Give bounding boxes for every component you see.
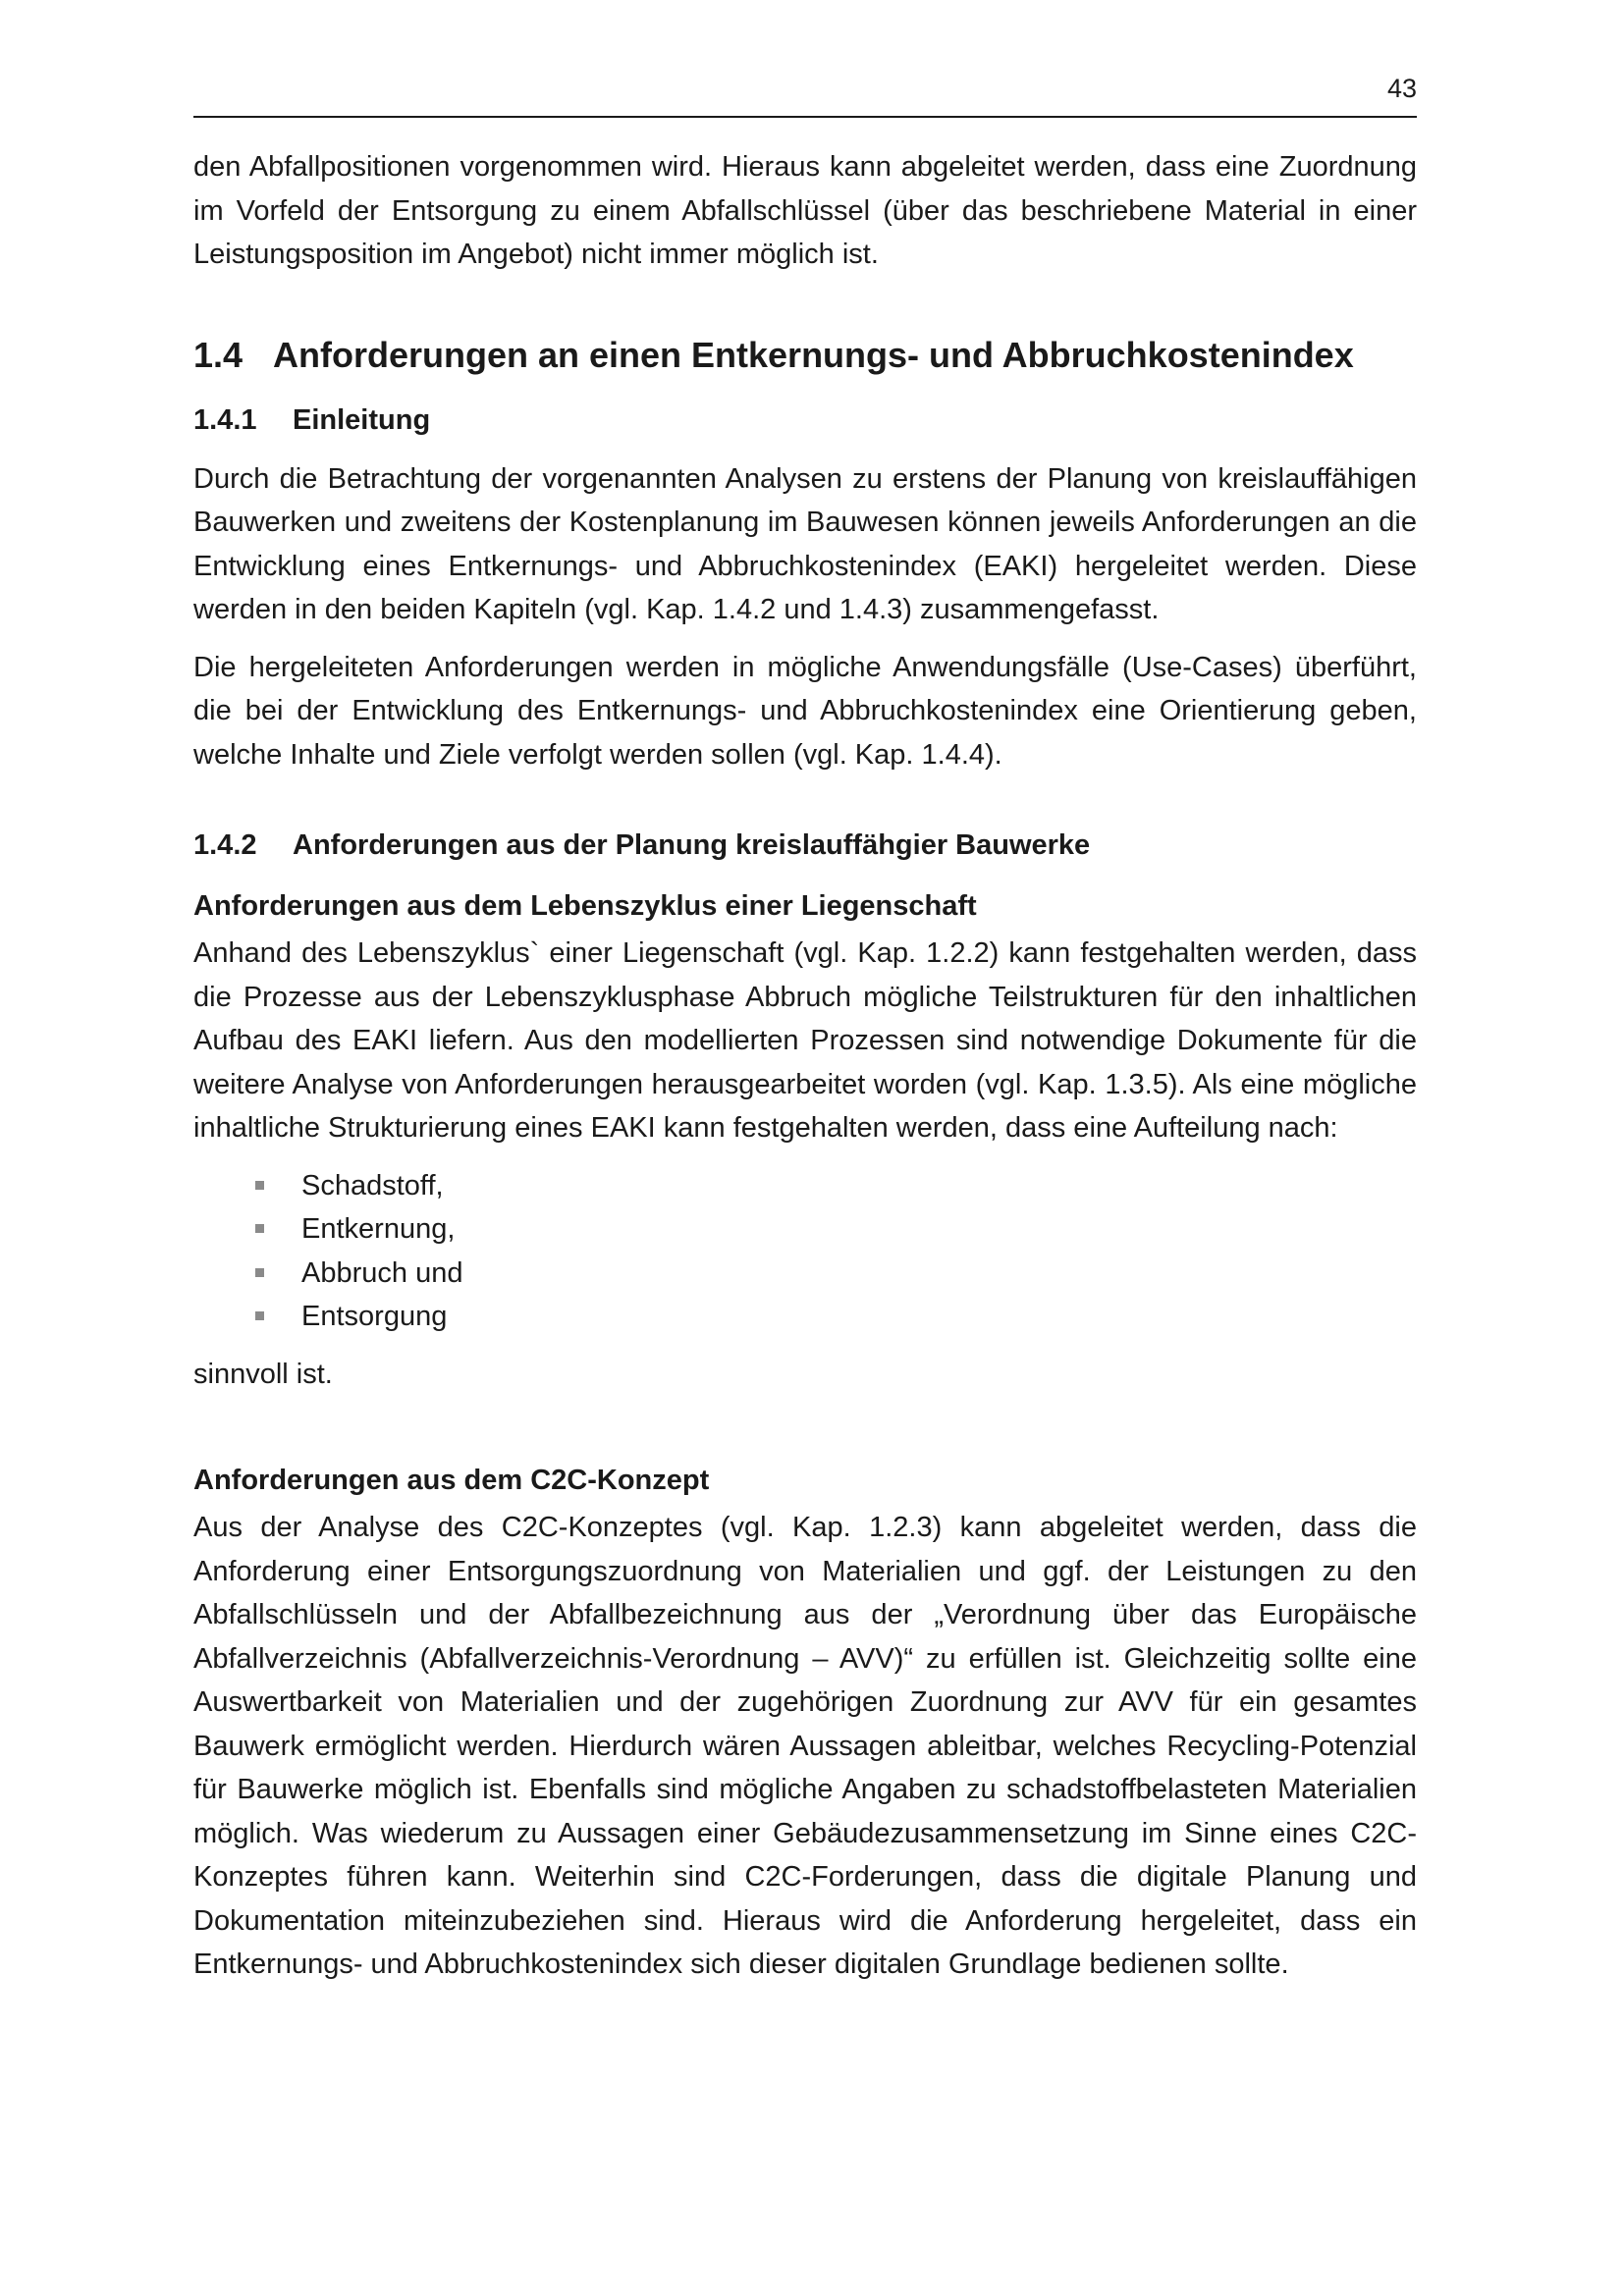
section-number: 1.4.2 bbox=[193, 829, 257, 861]
list-item-text: Entsorgung bbox=[301, 1301, 448, 1332]
section-number: 1.4.1 bbox=[193, 403, 257, 436]
section-title: Einleitung bbox=[293, 403, 431, 436]
structure-list bbox=[193, 1164, 1417, 1339]
list-item-text: Schadstoff, bbox=[301, 1169, 444, 1201]
lifecycle-heading: Anforderungen aus dem Lebenszyklus einer Liegenschaft bbox=[193, 890, 977, 922]
list-item bbox=[193, 1295, 1417, 1339]
section-heading-1-4-1 bbox=[193, 400, 1417, 440]
einleitung-paragraph-1: Durch die Betrachtung der vorgenannten Analysen zu erstens der Planung von kreislauffähigen Bauwerken und zweitens der Kostenplanung im Bauwesen können jeweils Anforderungen an die Entwicklung eines Entkernungs- und Abbruchkostenindex (EAKI) hergeleitet werden. Diese werden in den beiden Kapiteln (vgl. Kap. 1.4.2 und 1.4.3) zusammengefasst. bbox=[193, 462, 1417, 625]
page-content bbox=[193, 145, 1417, 1987]
square-bullet-icon bbox=[255, 1311, 264, 1320]
intro-paragraph: den Abfallpositionen vorgenommen wird. Hieraus kann abgeleitet werden, dass eine Zuordnung im Vorfeld der Entsorgung zu einem Abfallschlüssel (über das beschriebene Material in einer Leistungsposition im Angebot) nicht immer möglich ist. bbox=[193, 151, 1417, 270]
section-number: 1.4 bbox=[193, 334, 243, 375]
page-header bbox=[193, 69, 1417, 118]
list-item-text: Entkernung, bbox=[301, 1213, 456, 1245]
square-bullet-icon bbox=[255, 1181, 264, 1190]
lifecycle-closing: sinnvoll ist. bbox=[193, 1358, 333, 1390]
list-item bbox=[193, 1252, 1417, 1296]
section-title: Anforderungen an einen Entkernungs- und Abbruchkostenindex bbox=[273, 334, 1354, 375]
square-bullet-icon bbox=[255, 1224, 264, 1233]
square-bullet-icon bbox=[255, 1268, 264, 1277]
lifecycle-paragraph: Anhand des Lebenszyklus` einer Liegenschaft (vgl. Kap. 1.2.2) kann festgehalten werden, dass die Prozesse aus der Lebenszyklusphase Abbruch mögliche Teilstrukturen für den inhaltlichen Aufbau des EAKI liefern. Aus den modellierten Prozessen sind notwendige Dokumente für die weitere Analyse von Anforderungen herausgearbeitet worden (vgl. Kap. 1.3.5). Als eine mögliche inhaltliche Strukturierung eines EAKI kann festgehalten werden, dass eine Aufteilung nach: bbox=[193, 937, 1417, 1144]
section-heading-1-4-2 bbox=[193, 826, 1417, 865]
list-item bbox=[193, 1164, 1417, 1208]
list-item bbox=[193, 1207, 1417, 1252]
c2c-paragraph: Aus der Analyse des C2C-Konzeptes (vgl. Kap. 1.2.3) kann abgeleitet werden, dass die Anforderung einer Entsorgungszuordnung von Materialien und ggf. der Leistungen zu den Abfallschlüsseln und der Abfallbezeichnung aus der „Verordnung über das Europäische Abfallverzeichnis (Abfallverzeichnis-Verordnung – AVV)“ zu erfüllen ist. Gleichzeitig sollte eine Auswertbarkeit von Materialien und der zugehörigen Zuordnung zur AVV für ein gesamtes Bauwerk ermöglicht werden. Hierdurch wären Aussagen ableitbar, welches Recycling-Potenzial für Bauwerke möglich ist. Ebenfalls sind mögliche Angaben zu schadstoffbelasteten Materialien möglich. Was wiederum zu Aussagen einer Gebäudezusammensetzung im Sinne eines C2C-Konzeptes führen kann. Weiterhin sind C2C-Forderungen, dass die digitale Planung und Dokumentation miteinzubeziehen sind. Hieraus wird die Anforderung hergeleitet, dass ein Entkernungs- und Abbruchkostenindex sich dieser digitalen Grundlage bedienen sollte. bbox=[193, 1512, 1417, 1980]
list-item-text: Abbruch und bbox=[301, 1256, 463, 1289]
einleitung-paragraph-2: Die hergeleiteten Anforderungen werden in mögliche Anwendungsfälle (Use-Cases) überführt, die bei der Entwicklung des Entkernungs- und Abbruchkostenindex eine Orientierung geben, welche Inhalte und Ziele verfolgt werden sollen (vgl. Kap. 1.4.4). bbox=[193, 651, 1417, 771]
section-title: Anforderungen aus der Planung kreislauffähgier Bauwerke bbox=[293, 829, 1091, 861]
section-heading-1-4 bbox=[193, 334, 1417, 377]
page-number: 43 bbox=[1386, 74, 1417, 103]
c2c-heading: Anforderungen aus dem C2C-Konzept bbox=[193, 1465, 710, 1496]
